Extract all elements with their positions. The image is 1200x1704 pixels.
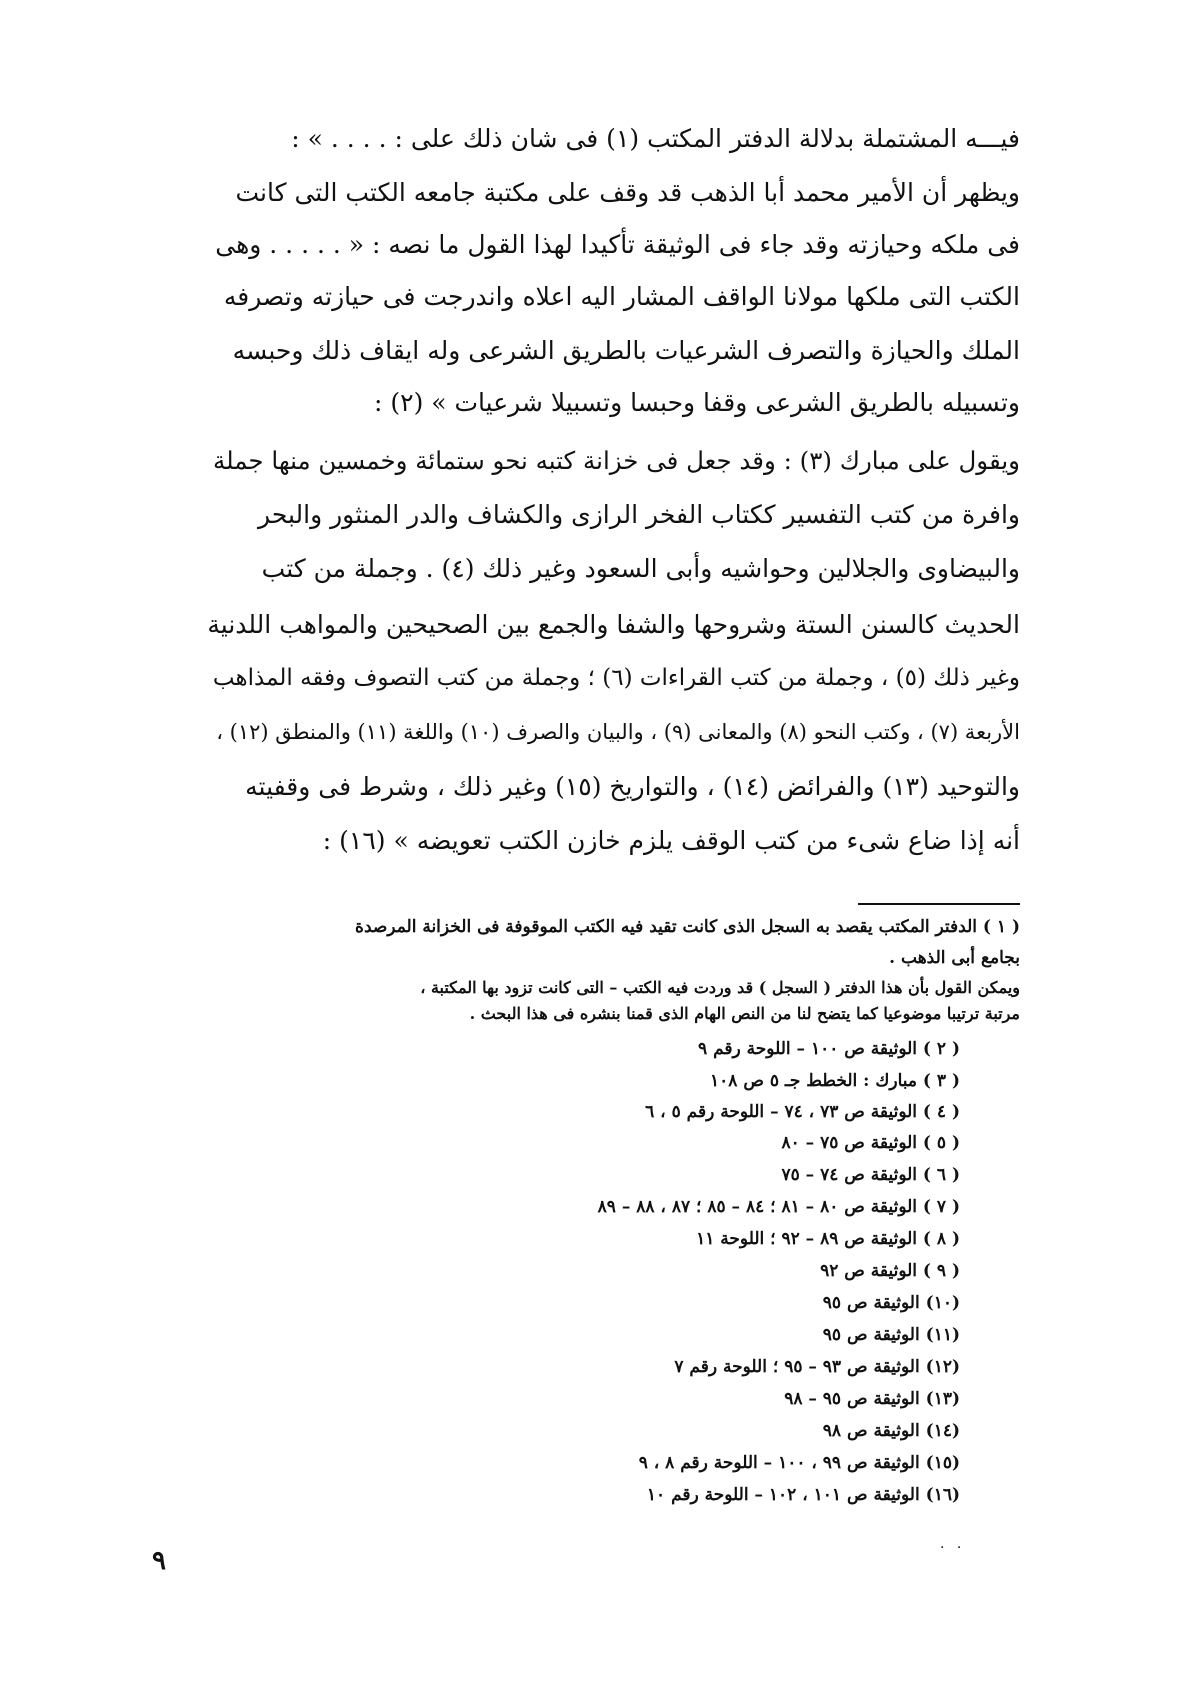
body-line-13: والتوحيد (١٣) والفرائض (١٤) ، والتواريخ (١٥) وغير ذلك ، وشرط فى وقفيته	[245, 772, 1020, 801]
body-line-12: الأربعة (٧) ، وكتب النحو (٨) والمعانى (٩) ، والبيان والصرف (١٠) واللغة (١١) والمنطق (١٢) ،	[216, 720, 1020, 744]
footnote-1-line-2: بجامع أبى الذهب .	[889, 948, 1020, 968]
body-line-9: والبيضاوى والجلالين وحواشيه وأبى السعود وغير ذلك (٤) . وجملة من كتب	[261, 554, 1020, 583]
body-line-1: فيـــه المشتملة بدلالة الدفتر المكتب (١) فى شان ذلك على : . . . . » :	[291, 124, 1020, 153]
footnote-item: (١٤) الوثيقة ص ٩٨	[822, 1421, 960, 1441]
body-line-11: وغير ذلك (٥) ، وجملة من كتب القراءات (٦) ؛ وجملة من كتب التصوف وفقه المذاهب	[212, 665, 1020, 691]
footnote-1-line-3: ويمكن القول بأن هذا الدفتر ( السجل ) قد وردت فيه الكتب – التى كانت تزود بها المكتبة ،	[420, 978, 1020, 997]
body-line-8: وافرة من كتب التفسير ككتاب الفخر الرازى والكشاف والدر المنثور والبحر	[258, 500, 1020, 529]
footnote-item: ( ٥ ) الوثيقة ص ٧٥ – ٨٠	[781, 1133, 960, 1153]
body-line-5: الملك والحيازة والتصرف الشرعيات بالطريق الشرعى وله ايقاف ذلك وحبسه	[232, 336, 1020, 365]
footnote-item: ( ٩ ) الوثيقة ص ٩٢	[820, 1261, 960, 1281]
footnote-item: ( ٦ ) الوثيقة ص ٧٤ – ٧٥	[781, 1165, 960, 1185]
footnote-item: ( ٤ ) الوثيقة ص ٧٣ ، ٧٤ – اللوحة رقم ٥ ، ٦	[645, 1102, 960, 1122]
footnote-item: (١١) الوثيقة ص ٩٥	[822, 1325, 960, 1345]
footnote-1-line-1: ( ١ ) الدفتر المكتب يقصد به السجل الذى كانت تقيد فيه الكتب الموقوفة فى الخزانة المرصدة	[355, 917, 1020, 937]
footnote-item: (١٣) الوثيقة ص ٩٥ – ٩٨	[784, 1389, 960, 1409]
footnote-item: (١٠) الوثيقة ص ٩٥	[822, 1293, 960, 1313]
body-line-7: ويقول على مبارك (٣) : وقد جعل فى خزانة كتبه نحو ستمائة وخمسين منها جملة	[213, 446, 1020, 475]
footnote-item: (١٦) الوثيقة ص ١٠١ ، ١٠٢ – اللوحة رقم ١٠	[646, 1485, 960, 1505]
body-line-4: الكتب التى ملكها مولانا الواقف المشار اليه اعلاه واندرجت فى حيازته وتصرفه	[223, 282, 1020, 311]
footnote-item: ( ٧ ) الوثيقة ص ٨٠ – ٨١ ؛ ٨٤ – ٨٥ ؛ ٨٧ ، ٨٨ – ٨٩	[597, 1197, 960, 1217]
footnote-item: (١٥) الوثيقة ص ٩٩ ، ١٠٠ – اللوحة رقم ٨ ، ٩	[638, 1453, 960, 1473]
footnote-item: (١٢) الوثيقة ص ٩٣ – ٩٥ ؛ اللوحة رقم ٧	[674, 1357, 960, 1377]
page-number: ٩	[152, 1546, 166, 1576]
footnote-item: ( ٢ ) الوثيقة ص ١٠٠ – اللوحة رقم ٩	[698, 1039, 960, 1059]
footnote-1-line-4: مرتبة ترتيبا موضوعيا كما يتضح لنا من النص الهام الذى قمنا بنشره فى هذا البحث .	[469, 1004, 1020, 1023]
body-line-6: وتسبيله بالطريق الشرعى وقفا وحبسا وتسبيلا شرعيات » (٢) :	[374, 388, 1020, 417]
footnote-item: ( ٣ ) مبارك : الخطط جـ ٥ ص ١٠٨	[710, 1071, 960, 1091]
body-line-14: أنه إذا ضاع شىء من كتب الوقف يلزم خازن الكتب تعويضه » (١٦) :	[322, 826, 1020, 855]
footnote-item: ( ٨ ) الوثيقة ص ٨٩ – ٩٢ ؛ اللوحة ١١	[696, 1229, 960, 1249]
trailing-mark: . .	[940, 1536, 966, 1552]
body-line-2: ويظهر أن الأمير محمد أبا الذهب قد وقف على مكتبة جامعه الكتب التى كانت	[235, 178, 1020, 207]
body-line-10: الحديث كالسنن الستة وشروحها والشفا والجمع بين الصحيحين والمواهب اللدنية	[207, 610, 1020, 639]
footnote-divider	[858, 903, 1020, 905]
body-line-3: فى ملكه وحيازته وقد جاء فى الوثيقة تأكيدا لهذا القول ما نصه : « . . . . . وهى	[215, 230, 1020, 259]
